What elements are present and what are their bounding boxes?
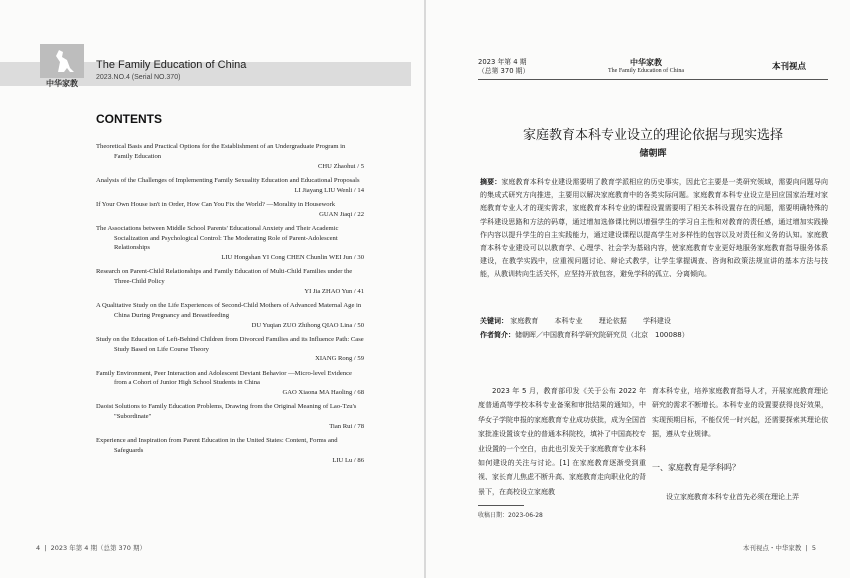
body-column-left: 2023 年 5 月，教育部印发《关于公布 2022 年度普通高等学校本科专业备案和审批结果的通知》，中华女子学院申报的家庭教育专业成功获批，成为全国首家批准设置该专业的普通本科院校，填补了中国高校专业设置的一个空白，由此也引发关于家庭教育专业本科如何建设的关注与讨论。[1] 在家庭教育逐渐受到重视、家长育儿焦虑不断升高、家庭教育走向职业化的背景下，在高校设立家庭教 [478,387,646,496]
logo-text: 中华家教 [46,79,78,88]
toc-authors: GUAN Jiaqi / 22 [319,210,364,218]
toc-title: Family Environment, Peer Interaction and Adolescent Deviant Behavior —Micro-level Evidence from a Cohort of Junior High School Students in China [96,369,352,387]
toc-title: If Your Own House isn't in Order, How Can You Fix the World? —Morality in Housework [96,200,336,208]
toc-authors: LI Jiayang LIU Wenli / 14 [294,186,364,194]
toc-entry[interactable] [96,335,364,364]
left-page [0,0,424,578]
toc-title: Theoretical Basis and Practical Options for the Establishment of an Undergraduate Program in Family Education [96,143,346,160]
toc-authors: LIU Hongshan YI Cong CHEN Chunlin WEI Jun / 30 [221,254,364,262]
kangaroo-logo-icon [40,44,84,78]
toc-entry[interactable] [96,369,364,398]
issue-line: （总第 370 期） [478,67,530,75]
toc-entry[interactable] [96,224,364,263]
masthead [596,57,696,74]
abstract [480,176,828,282]
page-footer: 本刊视点・中华家教 | 5 [742,544,816,552]
keyword: 家庭教育 [510,317,539,325]
toc-entry[interactable] [96,176,364,196]
column-name: 本刊视点 [772,62,807,72]
issue-line: 2023 年第 4 期 [478,58,527,66]
toc-authors: XIANG Rong / 59 [315,355,364,363]
article-title: 家庭教育本科专业设立的理论依据与现实选择 [522,128,783,143]
toc-entry[interactable] [96,142,364,171]
body-column-right [652,384,828,442]
contents-heading: CONTENTS [96,112,162,126]
article-author: 储朝晖 [639,149,667,159]
body-paragraph: 设立家庭教育本科专业首先必须在理论上弄 [666,493,799,501]
author-info [480,330,828,340]
toc-authors: CHU Zhaohui / 5 [318,162,364,170]
keyword: 理论依据 [598,317,627,325]
footnote: 收稿日期：2023-06-28 [478,512,543,519]
toc-entry[interactable] [96,402,364,431]
issue-info [478,58,529,76]
abstract-text: 家庭教育本科专业建设需要明了教育学派相应的历史事实，因此它主要是一类研究领域，需要向问题导向的集成式研究方向推进，主要用以解决家庭教育中的各类实际问题。家庭教育本科专业设立是回应国家治理对家庭教育专业人才的现实需求，家庭教育本科专业的课程设置需要明了相关本科设置存在的问题，需要明确特殊的学科建设思路和方法的码尊，通过增加选修课比例以增强学生的学习自主性和对教育的责任感，通过增加实践操作内容以提升学生的自主实践能力，通过建设课程以提高学生对多样性的包容以及对责任和义务的认知。家庭教育本科专业建设可以以教育学、心理学、社会学为基础内容，使家庭教育专业更好地服务家庭教育指导服务体系建设，在教学实践中，应重视问题讨论、辩论式教学，让学生掌握调查、咨询和政策法规宣讲的基本方法与技能，从教训转向生活关怀，应坚持开放包容，避免学科的孤立、分离倾向。 [480,178,828,279]
keyword: 学科建设 [642,317,671,325]
toc-title: Analysis of the Challenges of Implementing Family Sexuality Education and Educational Proposals [96,176,360,184]
journal-name: The Family Education of China [96,59,247,71]
abstract-label: 摘要： [480,178,502,186]
author-info-text: 储朝晖／中国教育科学研究院研究员（北京 100088） [515,331,689,339]
toc-title: The Associations between Middle School Parents' Educational Anxiety and Their Academic Socialization and Psychological Control: The Moderating Role of Parent-Adolescent Relationships [96,224,339,252]
masthead-cn: 中华家教 [630,58,662,67]
journal-logo [40,44,84,88]
toc-title: Experience and Inspiration from Parent Education in the United States: Content, Forms and Safeguards [96,437,338,455]
masthead-en: The Family Education of China [608,68,684,74]
page-footer: 4 | 2023 年第 4 期（总第 370 期） [36,544,147,552]
toc-authors: DU Yuqian ZUO Zhihong QIAO Lina / 50 [251,321,364,329]
table-of-contents [96,142,364,470]
right-page [426,0,850,578]
toc-authors: LIU Lu / 86 [332,456,364,464]
toc-title: Daoist Solutions to Family Education Problems, Drawing from the Original Meaning of Lao-Tzu's "Subordinate" [96,403,357,421]
toc-entry[interactable] [96,301,364,330]
toc-title: A Qualitative Study on the Life Experiences of Second-Child Mothers of Advanced Maternal Age in China During Pregnancy and Breastfeeding [96,302,362,319]
toc-title: Study on the Education of Left-Behind Children from Divorced Families and its Influence Path: Case Study Based on Life Course Theory [96,335,364,353]
toc-authors: Tian Rui / 78 [329,423,364,431]
toc-title: Research on Parent-Child Relationships and Family Education of Multi-Child Families under the Three-Child Policy [96,268,353,286]
toc-authors: YI Jia ZHAO Yun / 41 [304,287,364,295]
keyword: 本科专业 [554,317,583,325]
toc-entry[interactable] [96,200,364,220]
body-paragraph: 育本科专业，培养家庭教育指导人才，开展家庭教育理论研究的需求不断增长。本科专业的设置要获得良好效果，实现预期目标，不能仅凭一时兴起，还需要探索其理论依据，遵从专业规律。 [652,387,828,439]
section-heading: 一、家庭教育是学科吗？ [652,463,740,472]
header-rule [478,79,828,80]
toc-entry[interactable] [96,267,364,296]
toc-entry[interactable] [96,436,364,465]
keywords [480,316,828,326]
toc-authors: GAO Xiaona MA Haoling / 68 [282,389,364,397]
author-info-label: 作者简介： [480,331,515,339]
keywords-label: 关键词： [480,317,508,325]
footnote-rule [478,505,524,506]
journal-issue: 2023.NO.4 (Serial NO.370) [96,74,181,81]
